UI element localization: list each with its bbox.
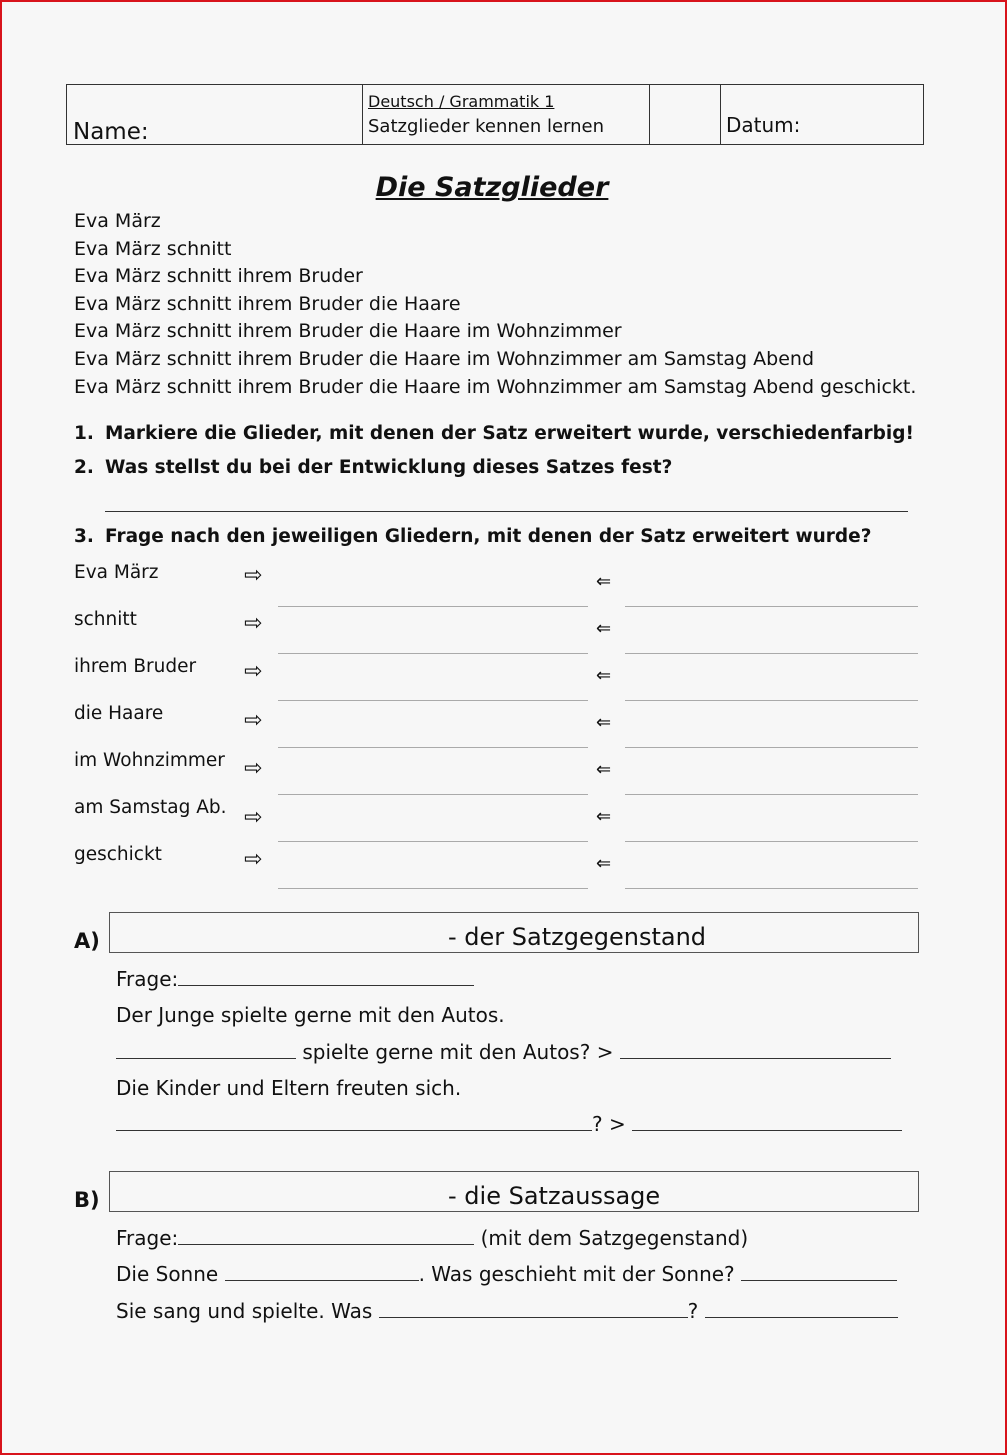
section-b-box [109,1171,919,1212]
question-line[interactable] [278,700,588,701]
blank[interactable] [705,1301,898,1318]
arrow-right-icon: ⇨ [244,756,263,781]
row-label: ihrem Bruder [74,656,197,677]
sentence-line: Eva März schnitt ihrem Bruder die Haare im Wohnzimmer am Samstag Abend geschickt. [74,376,917,398]
sentence-line: Eva März schnitt ihrem Bruder die Haare im Wohnzimmer [74,320,622,342]
arrow-left-icon: ⇐ [596,759,612,780]
task-2 [74,457,672,478]
row-label: schnitt [74,609,137,630]
blank[interactable] [116,1114,592,1131]
section-a-title: - der Satzgegenstand [448,923,707,951]
arrow-right-icon: ⇨ [244,611,263,636]
frage-suffix: (mit dem Satzgegenstand) [474,1226,749,1250]
arrow-right-icon: ⇨ [244,708,263,733]
question-line[interactable] [278,794,588,795]
arrow-left-icon: ⇐ [596,712,612,733]
sentence-line: Eva März schnitt ihrem Bruder die Haare im Wohnzimmer am Samstag Abend [74,348,815,370]
task-number: 2. [74,457,94,478]
line-text: Die Sonne [116,1262,225,1286]
blank[interactable] [379,1301,688,1318]
arrow-right-icon: ⇨ [244,847,263,872]
section-b-line2 [116,1299,898,1323]
section-b-title: - die Satzaussage [448,1182,661,1210]
question-line[interactable] [278,653,588,654]
task-3 [74,526,871,547]
row-label: im Wohnzimmer [74,750,225,771]
section-b-label: B) [74,1188,100,1212]
name-label: Name: [73,119,149,145]
sentence-line: Eva März schnitt ihrem Bruder die Haare [74,293,461,315]
arrow-left-icon: ⇐ [596,618,612,639]
sentence-line: Eva März schnitt ihrem Bruder [74,265,363,287]
line-text: . Was geschieht mit der Sonne? [418,1262,742,1286]
arrow-left-icon: ⇐ [596,665,612,686]
sentence-line: Eva März schnitt [74,238,232,260]
empty-cell [649,85,721,144]
question-line[interactable] [278,747,588,748]
blank[interactable] [116,1042,296,1059]
answer-line[interactable] [625,841,918,842]
blank[interactable] [620,1042,891,1059]
section-b-line1 [116,1262,897,1286]
frage-blank[interactable] [178,1228,474,1245]
blank[interactable] [632,1114,902,1131]
answer-line[interactable] [625,606,918,607]
blank[interactable] [741,1264,897,1281]
task-text: Frage nach den jeweiligen Gliedern, mit denen der Satz erweitert wurde? [105,526,872,547]
arrow-right-icon: ⇨ [244,659,263,684]
page-title: Die Satzglieder [375,172,609,203]
blank[interactable] [225,1264,419,1281]
line-text: spielte gerne mit den Autos? > [296,1040,620,1064]
header-table [66,84,924,145]
section-a-frage [116,967,474,991]
question-line[interactable] [278,888,588,889]
row-label: die Haare [74,703,164,724]
subject-label: Deutsch / Grammatik 1 [368,92,555,111]
sentence-line: Eva März [74,210,161,232]
frage-label: Frage: [116,967,179,991]
arrow-left-icon: ⇐ [596,853,612,874]
date-label: Datum: [726,113,801,137]
answer-line[interactable] [625,888,918,889]
frage-blank[interactable] [178,969,474,986]
section-a-box [109,912,919,953]
answer-line[interactable] [625,794,918,795]
arrow-right-icon: ⇨ [244,805,263,830]
row-label: geschickt [74,844,162,865]
section-a-line2 [116,1040,891,1064]
section-a-line4 [116,1112,902,1136]
line-text: Sie sang und spielte. Was [116,1299,379,1323]
name-cell [67,85,363,144]
section-a-line1: Der Junge spielte gerne mit den Autos. [116,1003,505,1027]
arrow-right-icon: ⇨ [244,563,263,588]
task-number: 3. [74,526,94,547]
arrow-left-icon: ⇐ [596,571,612,592]
section-a-line3: Die Kinder und Eltern freuten sich. [116,1076,462,1100]
task-text: Markiere die Glieder, mit denen der Satz erweitert wurde, verschiedenfarbig! [105,423,914,444]
row-label: Eva März [74,562,159,583]
section-b-frage [116,1226,748,1250]
arrow-left-icon: ⇐ [596,806,612,827]
question-line[interactable] [278,841,588,842]
answer-line[interactable] [625,700,918,701]
subject-cell [362,85,650,144]
task-1 [74,423,914,444]
row-label: am Samstag Ab. [74,797,227,818]
line-text: ? [687,1299,705,1323]
answer-line[interactable] [105,511,908,512]
question-line[interactable] [278,606,588,607]
frage-label: Frage: [116,1226,179,1250]
task-number: 1. [74,423,94,444]
topic-label: Satzglieder kennen lernen [368,116,605,137]
answer-line[interactable] [625,747,918,748]
answer-line[interactable] [625,653,918,654]
task-text: Was stellst du bei der Entwicklung dieses Satzes fest? [105,457,673,478]
section-a-label: A) [74,929,100,953]
line-text: ? > [592,1112,633,1136]
